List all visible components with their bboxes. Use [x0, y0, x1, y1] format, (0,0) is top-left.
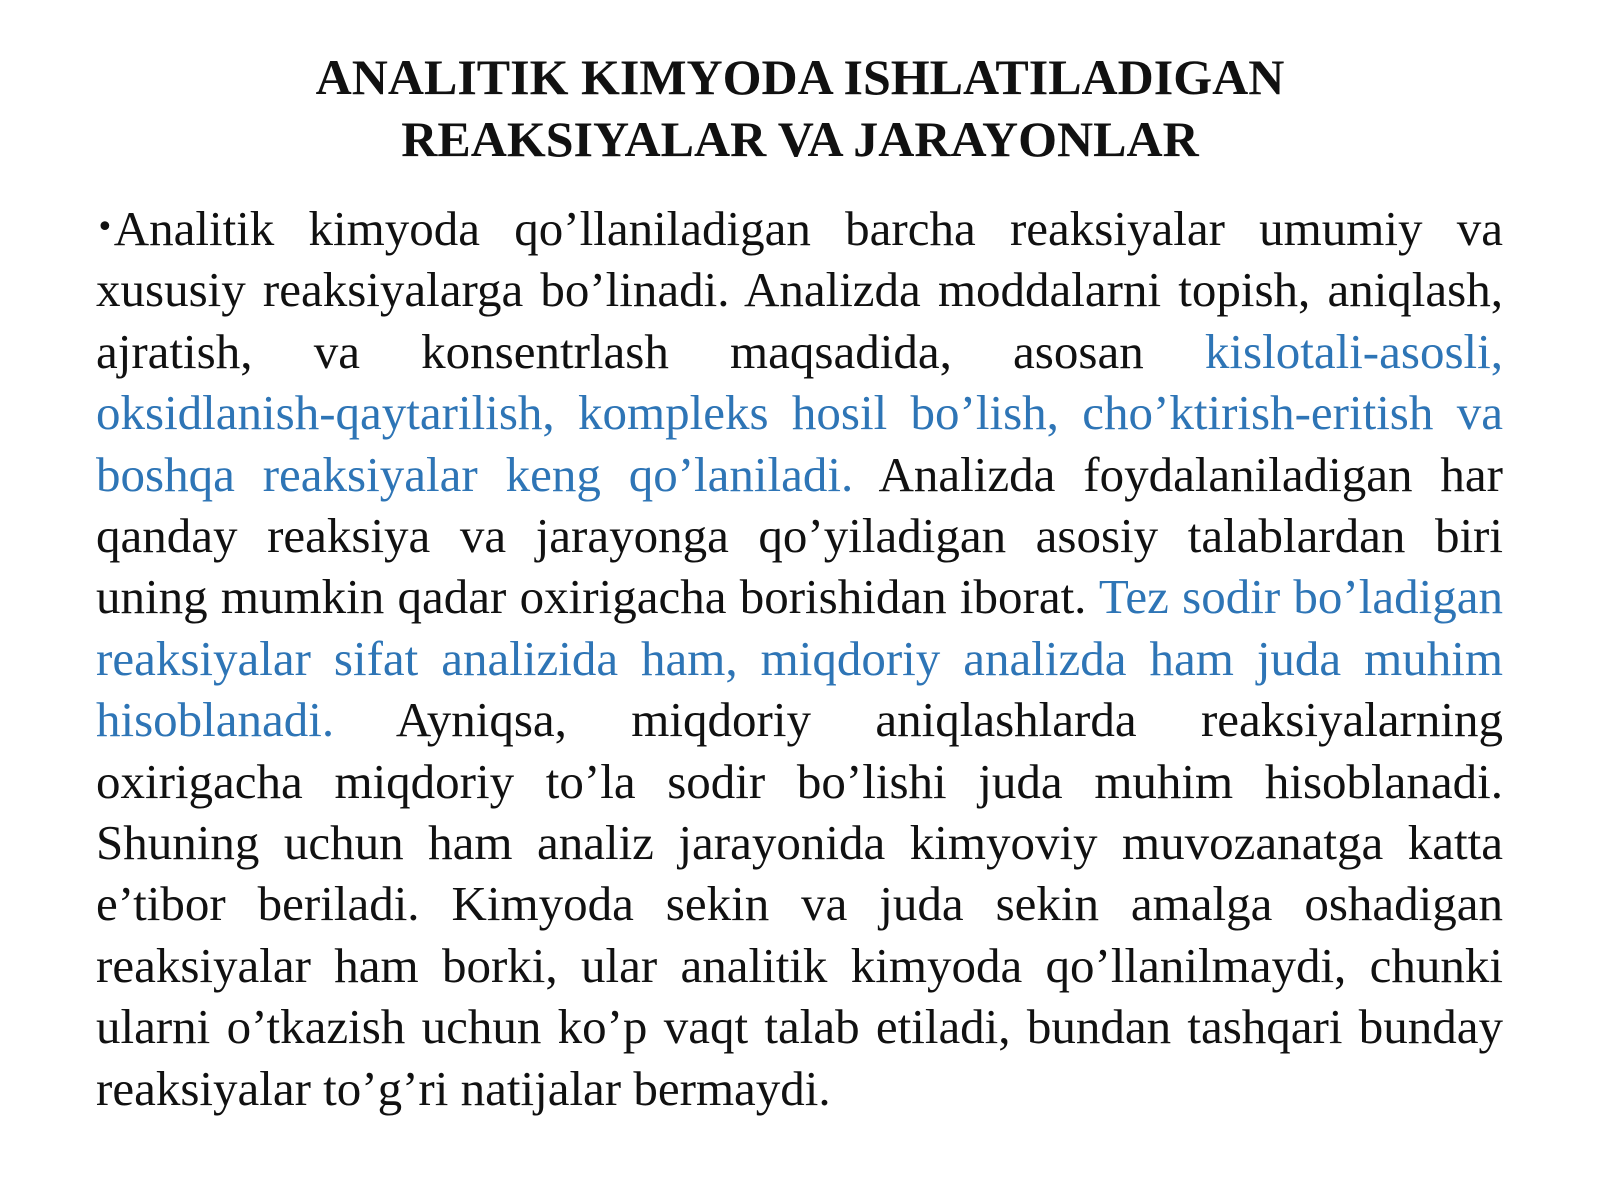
highlighted-segment-1: kislotali-asosli, oksidlanish-qaytarilish, kompleks hosil bo’lish, cho’ktirish-eritish va boshqa reaksiyalar keng qo’laniladi.: [96, 323, 1503, 502]
slide-title-line-1: ANALITIK KIMYODA ISHLATILADIGAN: [315, 49, 1285, 105]
paragraph-segment-2: Analizda foydalaniladigan har qanday reaksiya va jarayonga qo’yiladigan asosiy talablardan biri uning mumkin qadar oxirigacha borishidan iborat.: [96, 446, 1503, 625]
slide-title-line-2: REAKSIYALAR VA JARAYONLAR: [401, 111, 1199, 167]
bullet-icon: •: [96, 210, 114, 245]
paragraph-segment-1: Analitik kimyoda qo’llaniladigan barcha reaksiyalar umumiy va xususiy reaksiyalarga bo’linadi. Analizda moddalarni topish, aniqlash, ajratish, va konsentrlash maqsadida, asosan: [96, 201, 1503, 379]
slide-title: [150, 46, 1450, 170]
paragraph-segment-3: Ayniqsa, miqdoriy aniqlashlarda reaksiyalarning oxirigacha miqdoriy to’la sodir bo’lishi juda muhim hisoblanadi. Shuning uchun ham analiz jarayonida kimyoviy muvozanatga katta e’tibor beriladi. Kimyoda sekin va juda sekin amalga oshadigan reaksiyalar ham borki, ular analitik kimyoda qo’llanilmaydi, chunki ularni o’tkazish uchun ko’p vaqt talab etiladi, bundan tashqari bunday reaksiyalar to’g’ri natijalar bermaydi.: [96, 692, 1503, 1116]
body-paragraph: [96, 197, 1503, 1119]
highlighted-segment-2: Tez sodir bo’ladigan reaksiyalar sifat analizida ham, miqdoriy analizda ham juda muhim hisoblanadi.: [96, 569, 1503, 748]
